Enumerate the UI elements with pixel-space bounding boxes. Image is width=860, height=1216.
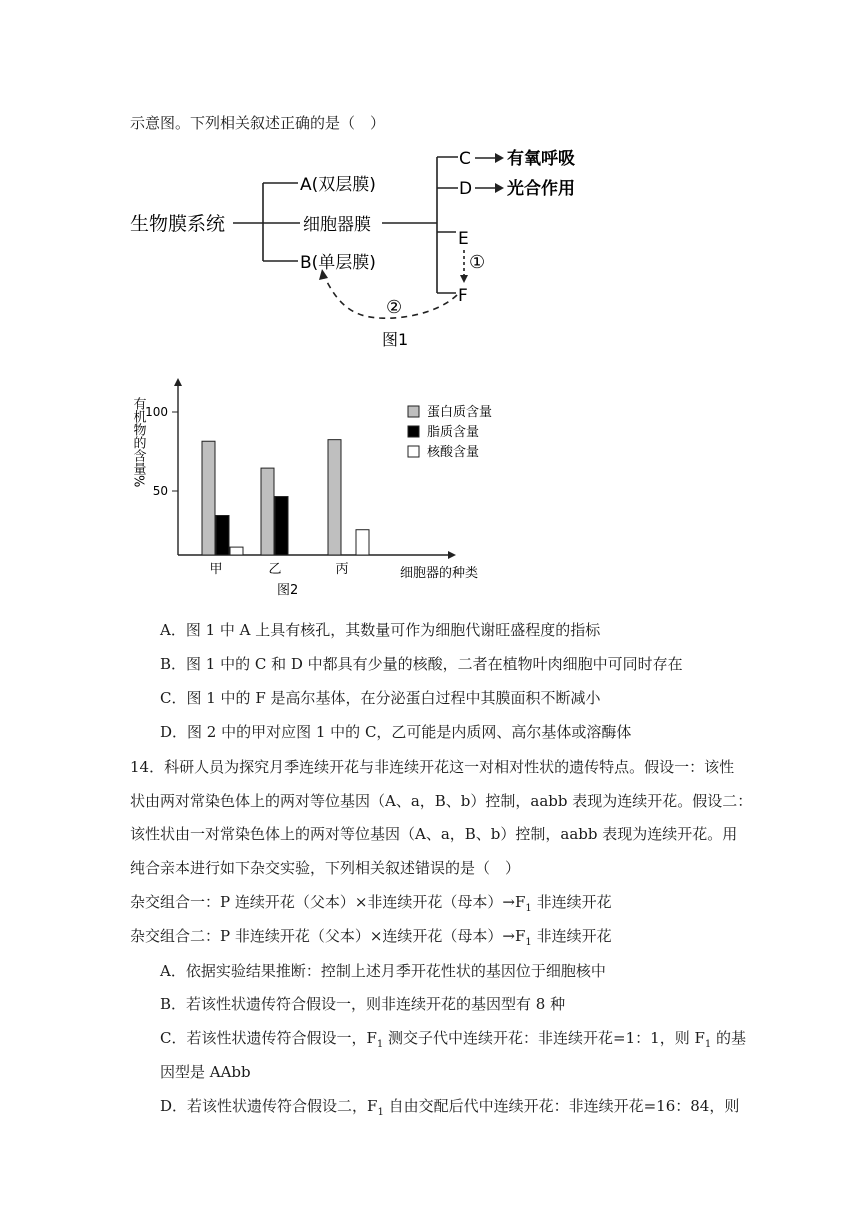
cross-combination-2: 杂交组合二：P 非连续开花（父本）×连续开花（母本）$\to F_1$ 非连续开花 xyxy=(130,927,612,948)
label-e: E xyxy=(458,229,469,249)
category-label-1: 甲 xyxy=(209,562,223,577)
label-c: C xyxy=(459,149,471,169)
y-tick-100: 100 xyxy=(145,405,168,419)
option-13-d: D．图 2 中的甲对应图 1 中的 C，乙可能是内质网、高尔基体或溶酶体 xyxy=(160,723,632,741)
question-14-stem-line-2: 状由两对常染色体上的两对等位基因（A、a，B、b）控制，aabb 表现为连续开花。假设二： xyxy=(130,792,753,810)
membrane-b-label: B(单层膜) xyxy=(300,253,376,273)
question-13-stem: 示意图。下列相关叙述正确的是（ ） xyxy=(130,114,386,132)
x-axis-label: 细胞器的种类 xyxy=(400,566,479,581)
membrane-a-label: A(双层膜) xyxy=(300,175,376,195)
label-aerobic-respiration: 有氧呼吸 xyxy=(507,149,575,169)
label-photosynthesis: 光合作用 xyxy=(507,179,575,199)
question-14-stem-line-4: 纯合亲本进行如下杂交实验，下列相关叙述错误的是（ ） xyxy=(130,859,521,877)
legend-label-2: 脂质含量 xyxy=(427,425,480,440)
legend-label-3: 核酸含量 xyxy=(427,445,480,460)
figure-2-chart xyxy=(120,370,540,600)
label-d: D xyxy=(459,179,473,199)
legend-swatch-3 xyxy=(408,446,419,457)
category-label-3: 丙 xyxy=(335,562,349,577)
bar-1-series-1 xyxy=(202,441,215,555)
legend-swatch-1 xyxy=(408,406,419,417)
bar-1-series-2 xyxy=(216,516,229,556)
option-14-c-line-1: C．若该性状遗传符合假设一，$F_1$ 测交子代中连续开花：非连续开花=1：1，则 $F_1$ 的基 xyxy=(160,1029,747,1050)
y-axis-label: 有机物的含量% xyxy=(130,397,146,488)
y-tick-50: 50 xyxy=(152,484,168,498)
legend-swatch-2 xyxy=(408,426,419,437)
option-14-c-line-2: 因型是 AAbb xyxy=(160,1063,251,1081)
figure-2-caption: 图2 xyxy=(277,583,299,598)
option-14-d: D．若该性状遗传符合假设二，$F_1$ 自由交配后代中连续开花：非连续开花=16：84，则 xyxy=(160,1097,740,1118)
option-14-b: B．若该性状遗传符合假设一，则非连续开花的基因型有 8 种 xyxy=(160,995,566,1013)
bar-1-series-3 xyxy=(230,547,243,555)
root-label: 生物膜系统 xyxy=(130,213,226,235)
question-14-stem-line-3: 该性状由一对常染色体上的两对等位基因（A、a，B、b）控制，aabb 表现为连续开花。用 xyxy=(130,825,738,843)
figure-1-diagram xyxy=(120,140,600,355)
label-f: F xyxy=(458,286,468,306)
legend-label-1: 蛋白质含量 xyxy=(427,405,493,420)
figure-1-caption: 图1 xyxy=(382,330,409,349)
bar-2-series-2 xyxy=(275,497,288,555)
question-14-stem-line-1: 14．科研人员为探究月季连续开花与非连续开花这一对相对性状的遗传特点。假设一：该性 xyxy=(130,758,735,776)
option-13-b: B．图 1 中的 C 和 D 中都具有少量的核酸，二者在植物叶肉细胞中可同时存在 xyxy=(160,655,683,673)
cross-combination-1: 杂交组合一：P 连续开花（父本）×非连续开花（母本）$\to F_1$ 非连续开花 xyxy=(130,893,612,914)
option-14-a: A．依据实验结果推断：控制上述月季开花性状的基因位于细胞核中 xyxy=(160,962,606,980)
marker-2: ② xyxy=(386,297,403,318)
bar-3-series-3 xyxy=(356,530,369,555)
organelle-membrane-label: 细胞器膜 xyxy=(303,215,371,235)
marker-1: ① xyxy=(469,252,486,273)
bar-3-series-1 xyxy=(328,440,341,555)
bar-2-series-1 xyxy=(261,468,274,555)
option-13-c: C．图 1 中的 F 是高尔基体，在分泌蛋白过程中其膜面积不断减小 xyxy=(160,689,601,707)
category-label-2: 乙 xyxy=(268,562,282,577)
option-13-a: A．图 1 中 A 上具有核孔，其数量可作为细胞代谢旺盛程度的指标 xyxy=(160,621,601,639)
